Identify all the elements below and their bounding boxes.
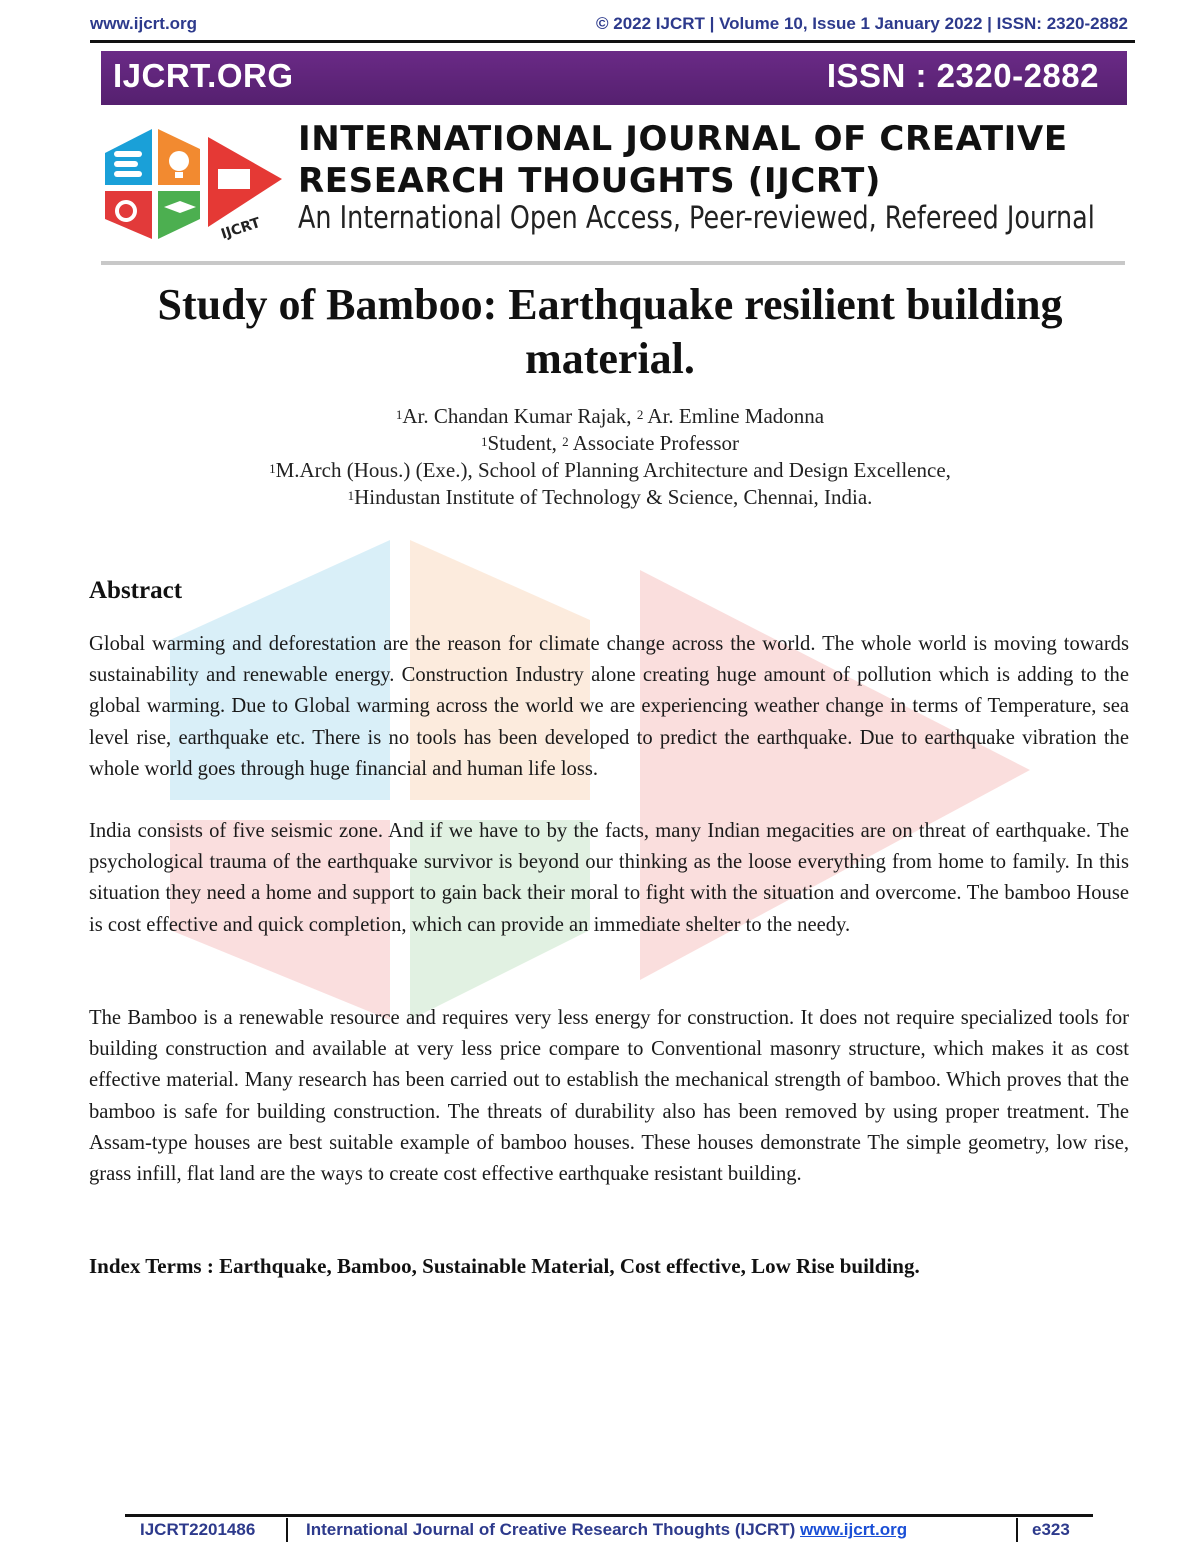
footer-page-number: e323 [1032,1520,1070,1539]
header-website[interactable]: www.ijcrt.org [90,14,198,33]
journal-subtitle: An International Open Access, Peer-reviewed, Refereed Journal [298,200,1095,236]
journal-title [298,118,1128,202]
journal-banner [101,51,1127,105]
author-block [90,403,1130,511]
paper-title-line1: Study of Bamboo: Earthquake resilient building [157,280,1063,329]
footer-separator [286,1518,288,1542]
abstract-heading: Abstract [89,577,183,604]
ijcrt-logo [100,115,295,250]
footer-rule [125,1514,1093,1517]
abstract-paragraph-2: India consists of five seismic zone. And if we have to by the facts, many Indian megacities are on threat of earthquake. The psychological trauma of the earthquake survivor is beyond our thinking as the loose everything from home to family. In this situation they need a home and support to gain back their moral to fight with the situation and overcome. The bamboo House is cost effective and quick completion, which can provide an immediate shelter to the needy. [89,820,1129,936]
index-terms: Index Terms : Earthquake, Bamboo, Sustainable Material, Cost effective, Low Rise building. [89,1254,920,1278]
journal-title-line1: INTERNATIONAL JOURNAL OF CREATIVE [298,119,1068,159]
header-rule [90,40,1135,43]
header-issue-info: © 2022 IJCRT | Volume 10, Issue 1 January 2022 | ISSN: 2320-2882 [595,14,1128,33]
masthead-rule [101,261,1125,265]
affiliation-1: $^1$M.Arch (Hous.) (Exe.), School of Planning Architecture and Design Excellence, [269,458,951,482]
paper-title-line2: material. [525,334,695,383]
banner-site: IJCRT.ORG [113,57,294,94]
banner-issn: ISSN : 2320-2882 [826,57,1099,94]
footer-paper-id: IJCRT2201486 [140,1520,256,1539]
running-header [90,14,1128,40]
author-names: $^1$Ar. Chandan Kumar Rajak, $^2$ Ar. Emline Madonna [395,404,825,428]
abstract-paragraph-1: Global warming and deforestation are the reason for climate change across the world. The whole world is moving towards sustainability and renewable energy. Construction Industry alone creating huge amount of pollution which is adding to the global warming. Due to Global warming across the world we are experiencing weather change in terms of Temperature, sea level rise, earthquake etc. There is no tools has been developed to predict the earthquake. Due to earthquake vibration the whole world goes through huge financial and human life loss. [89,633,1129,780]
footer-journal: International Journal of Creative Research Thoughts (IJCRT) www.ijcrt.org [306,1520,908,1539]
logo-text: IJCRT [219,214,263,243]
affiliation-2: $^1$Hindustan Institute of Technology & Science, Chennai, India. [347,485,873,509]
footer-separator [1016,1518,1018,1542]
page-footer [140,1520,1090,1544]
abstract-paragraph-3: The Bamboo is a renewable resource and requires very less energy for construction. It does not require specialized tools for building construction and available at very less price compare to Conventional masonry structure, which makes it as cost effective material. Many research has been carried out to establish the mechanical strength of bamboo. Which proves that the bamboo is safe for building construction. The threats of durability also has been removed by using proper treatment. The Assam-type houses are best suitable example of bamboo houses. These houses demonstrate The simple geometry, low rise, grass infill, flat land are the ways to create cost effective earthquake resistant building. [89,1007,1129,1186]
footer-url-link[interactable]: www.ijcrt.org [800,1520,908,1539]
journal-title-line2: RESEARCH THOUGHTS (IJCRT) [298,161,882,201]
author-roles: $^1$Student, $^2$ Associate Professor [481,431,739,455]
paper-title [90,278,1130,386]
